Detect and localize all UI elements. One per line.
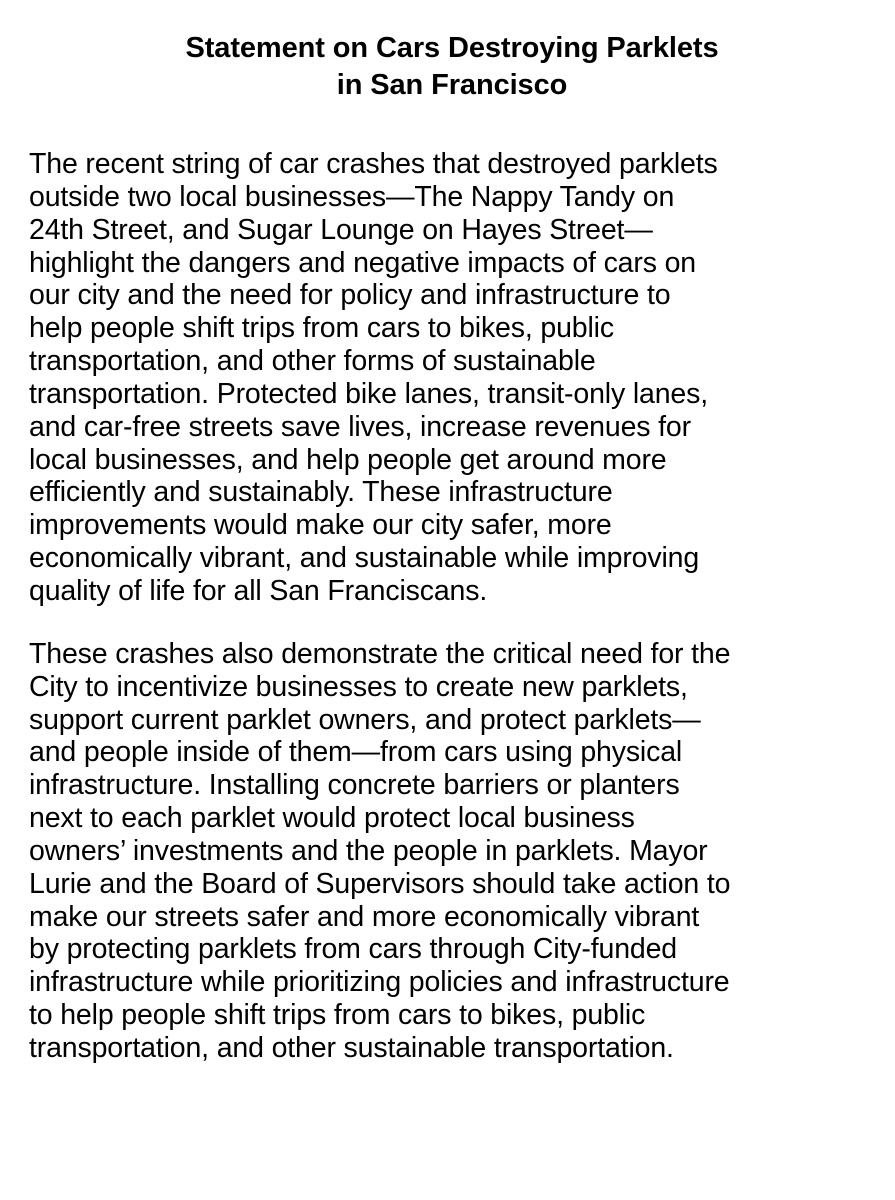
paragraph-1-line: 24th Street, and Sugar Lounge on Hayes Street— xyxy=(29,213,653,246)
paragraph-2-line: by protecting parklets from cars through City-funded xyxy=(29,933,678,966)
paragraph-2-line: to help people shift trips from cars to bikes, public xyxy=(29,999,646,1032)
paragraph-2-line: These crashes also demonstrate the critical need for the xyxy=(29,637,731,670)
statement-document xyxy=(29,30,875,1065)
paragraph-2-line: infrastructure. Installing concrete barriers or planters xyxy=(29,769,680,802)
paragraph-1-line: our city and the need for policy and infrastructure to xyxy=(29,279,671,312)
paragraph-1-line: help people shift trips from cars to bikes, public xyxy=(29,312,614,345)
paragraph-1-line: efficiently and sustainably. These infrastructure xyxy=(29,476,613,509)
paragraph-1-line: improvements would make our city safer, more xyxy=(29,509,612,542)
paragraph-2-line: and people inside of them—from cars using physical xyxy=(29,736,683,769)
paragraph-1-line: transportation, and other forms of sustainable xyxy=(29,345,596,378)
paragraph-2-line: owners’ investments and the people in parklets. Mayor xyxy=(29,834,708,867)
paragraph-2-line: Lurie and the Board of Supervisors should take action to xyxy=(29,867,731,900)
paragraph-1-line: transportation. Protected bike lanes, transit-only lanes, xyxy=(29,377,708,410)
paragraph-2-line: support current parklet owners, and protect parklets— xyxy=(29,703,701,736)
paragraph-2 xyxy=(29,638,875,1065)
statement-title xyxy=(29,30,875,104)
paragraph-1-line: quality of life for all San Franciscans. xyxy=(29,574,488,607)
paragraph-2-line: City to incentivize businesses to create new parklets, xyxy=(29,670,688,703)
title-line: Statement on Cars Destroying Parklets xyxy=(185,32,719,64)
paragraph-2-line: make our streets safer and more economically vibrant xyxy=(29,900,700,933)
paragraph-1-line: outside two local businesses—The Nappy Tandy on xyxy=(29,180,675,213)
paragraph-1-line: and car-free streets save lives, increase revenues for xyxy=(29,410,691,443)
paragraph-2-line: transportation, and other sustainable transportation. xyxy=(29,1031,674,1064)
title-line: in San Francisco xyxy=(336,69,568,101)
paragraph-1-line: local businesses, and help people get around more xyxy=(29,443,667,476)
paragraph-1 xyxy=(29,148,875,608)
paragraph-1-line: The recent string of car crashes that destroyed parklets xyxy=(29,148,718,180)
paragraph-1-line: economically vibrant, and sustainable while improving xyxy=(29,542,700,575)
paragraph-2-line: infrastructure while prioritizing policies and infrastructure xyxy=(29,966,730,999)
paragraph-1-line: highlight the dangers and negative impacts of cars on xyxy=(29,246,696,279)
paragraph-2-line: next to each parklet would protect local business xyxy=(29,802,635,835)
